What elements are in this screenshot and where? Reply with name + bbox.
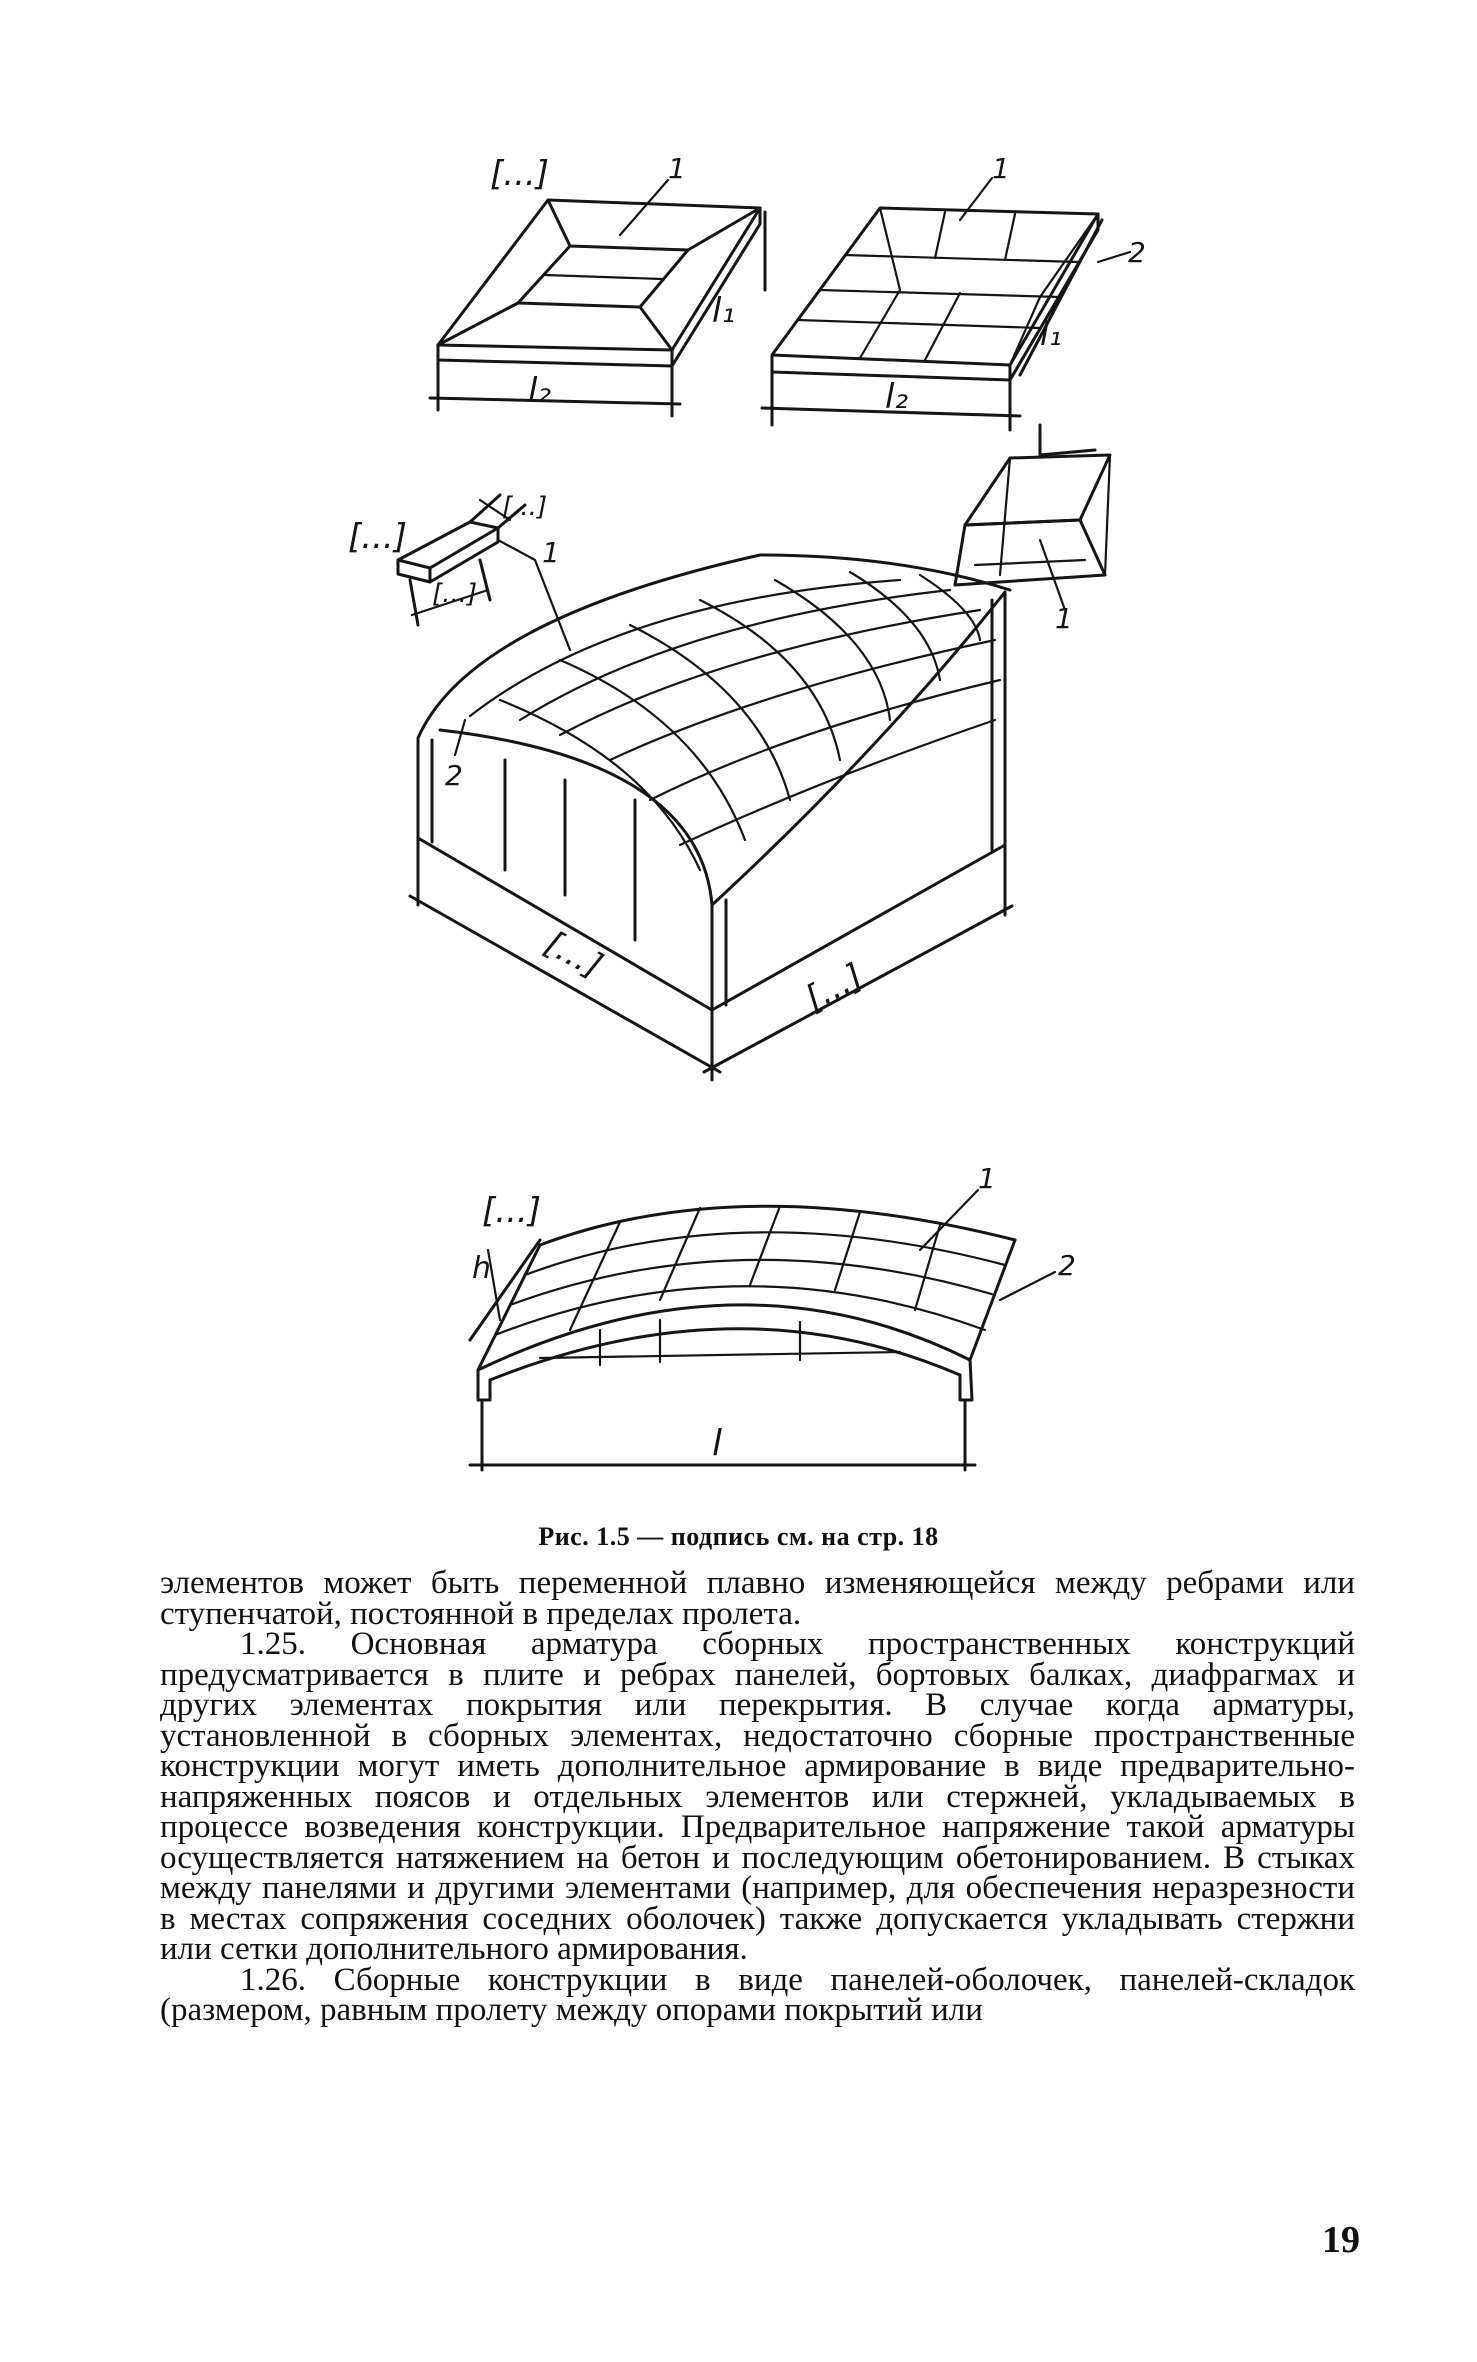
body-text	[160, 1565, 1355, 2028]
diaphragm-element	[955, 425, 1110, 635]
barrel-vault-building	[410, 555, 1012, 1080]
dim-6m: [...]	[432, 579, 478, 609]
dim-l-e: l	[712, 1423, 723, 1464]
paragraph-continuation: элементов может быть переменной плавно изменяющейся между ребрами или ступенчатой, постоянной в пределах пролета.	[160, 1565, 1355, 1632]
label-1-e: 1	[978, 1162, 996, 1195]
label-1-g: 1	[668, 152, 686, 185]
dim-36m-right: [...]	[798, 956, 870, 1020]
label-h-e: h	[472, 1251, 492, 1286]
vault-on-arches	[470, 1162, 1076, 1470]
panel-letter-d: [...]	[348, 517, 407, 557]
label-1-right: 1	[992, 152, 1010, 185]
dim-3m: [...]	[502, 492, 548, 522]
label-2-e: 2	[1058, 1249, 1076, 1282]
label-2-d: 2	[445, 759, 463, 792]
panel-letter-g: [...]	[490, 154, 549, 194]
dim-l1-g: l₁	[712, 291, 736, 331]
dim-36m-left: [...]	[538, 923, 609, 987]
shell-diagram-2	[762, 152, 1146, 430]
label-2-right: 2	[1128, 236, 1146, 269]
paragraph-1-25: 1.25. Основная арматура сборных пространственных конструкций предусматривается в плите и ребрах панелей, бортовых балках, диафрагмах и других элементах покрытия или перекрытия. В случае когда арматуры, установленной в сборных элементах, недостаточно сборные пространственные конструкции могут иметь дополнительное армирование в виде предварительно-напряженных поясов и отдельных элементов или стержней, укладываемых в процессе возведения конструкции. Предварительное напряжение такой арматуры осуществляется натяжением на бетон и последующим обетонированием. В стыках между панелями и другими элементами (например, для обеспечения неразрезности в местах сопряжения соседних оболочек) также допускается укладывать стержни или сетки дополнительного армирования.	[160, 1626, 1355, 1967]
dim-l1-right: l₁	[1040, 315, 1062, 353]
shell-diagram-1	[430, 152, 765, 416]
figure-caption: Рис. 1.5 — подпись см. на стр. 18	[538, 1522, 939, 1551]
page-number: 19	[1322, 2219, 1360, 2261]
label-1-d-panel: 1	[542, 536, 560, 569]
panel-letter-e: [...]	[482, 1191, 541, 1231]
label-1-diaphragm: 1	[1055, 602, 1073, 635]
paragraph-1-26: 1.26. Сборные конструкции в виде панелей-оболочек, панелей-складок (размером, равным пролету между опорами покрытий или	[160, 1961, 1355, 2028]
dim-l2-g: l₂	[528, 371, 552, 411]
panel-element-d	[348, 492, 570, 650]
dim-l2-right: l₂	[885, 377, 909, 417]
